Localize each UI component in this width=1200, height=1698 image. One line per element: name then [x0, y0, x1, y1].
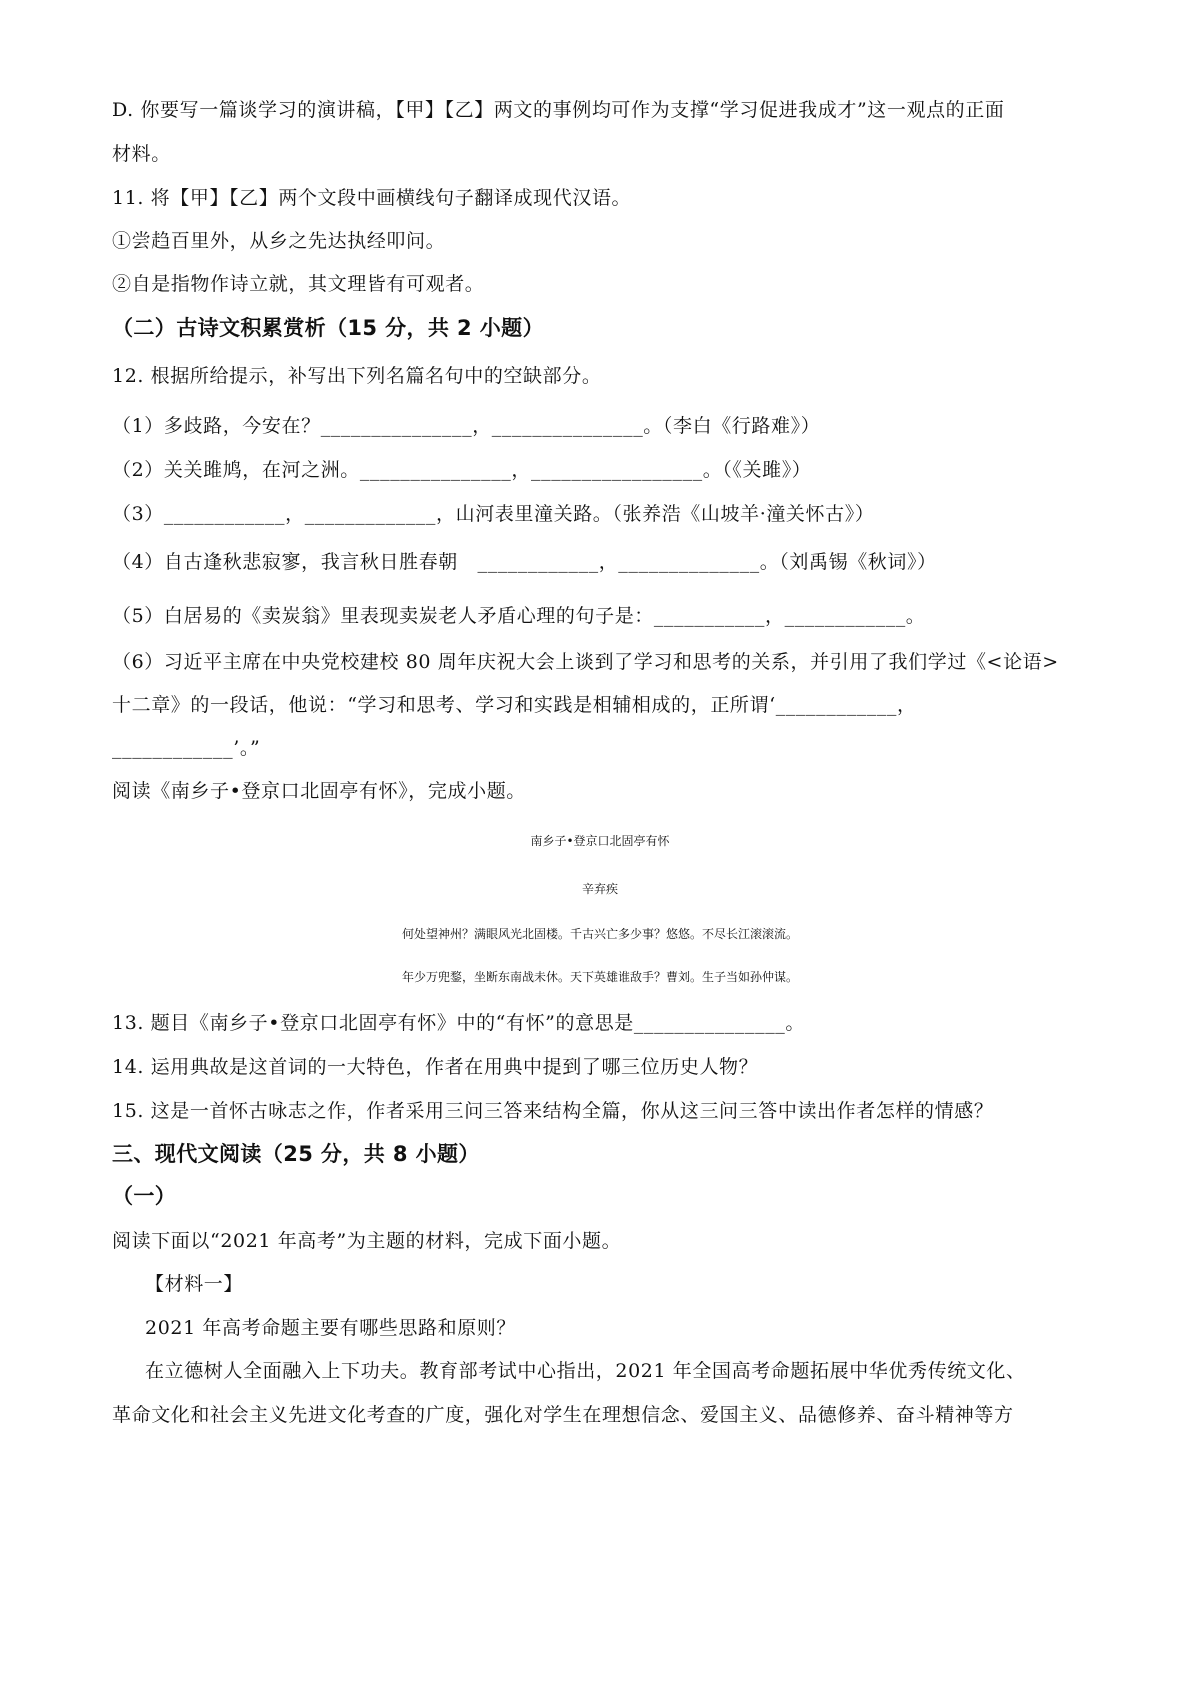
- material-1-paragraph-line-2: 革命文化和社会主义先进文化考查的广度，强化对学生在理想信念、爱国主义、品德修养、奋斗精神等方: [112, 1404, 1014, 1426]
- question-11: 11. 将【甲】【乙】两个文段中画横线句子翻译成现代汉语。: [112, 187, 632, 209]
- material-1-label: 【材料一】: [145, 1273, 244, 1295]
- question-15: 15. 这是一首怀古咏志之作，作者采用三问三答来结构全篇，你从这三问三答中读出作者怎样的情感？: [112, 1100, 994, 1122]
- question-12-item-1: （1）多歧路，今安在？_______________，_______________。（李白《行路难》）: [112, 415, 821, 437]
- question-12-item-5: （5）白居易的《卖炭翁》里表现卖炭老人矛盾心理的句子是：___________，____________。: [112, 605, 926, 627]
- question-10-option-d-line-2: 材料。: [112, 143, 171, 165]
- question-12: 12. 根据所给提示，补写出下列名篇名句中的空缺部分。: [112, 365, 602, 387]
- section-3-heading: 三、现代文阅读（25 分，共 8 小题）: [112, 1142, 480, 1166]
- section-2-heading: （二）古诗文积累赏析（15 分，共 2 小题）: [112, 316, 544, 340]
- question-11-item-2: ②自是指物作诗立就，其文理皆有可观者。: [112, 273, 485, 295]
- poem-reading-instruction: 阅读《南乡子•登京口北固亭有怀》，完成小题。: [112, 780, 526, 802]
- question-12-item-6-line-3: ____________’。”: [112, 737, 261, 759]
- question-11-item-1: ①尝趋百里外，从乡之先达执经叩问。: [112, 230, 446, 252]
- question-12-item-6-line-1: （6）习近平主席在中央党校建校 80 周年庆祝大会上谈到了学习和思考的关系，并引用了我们学过《<论语>: [112, 651, 1059, 673]
- poem-line-1: 何处望神州？满眼风光北固楼。千古兴亡多少事？悠悠。不尽长江滚滚流。: [401, 927, 798, 941]
- material-1-question: 2021 年高考命题主要有哪些思路和原则？: [145, 1317, 516, 1339]
- material-reading-instruction: 阅读下面以“2021 年高考”为主题的材料，完成下面小题。: [112, 1230, 622, 1252]
- section-3-subheading: （一）: [112, 1184, 177, 1208]
- question-14: 14. 运用典故是这首词的一大特色，作者在用典中提到了哪三位历史人物？: [112, 1056, 759, 1078]
- question-10-option-d-line-1: D. 你要写一篇谈学习的演讲稿，【甲】【乙】两文的事例均可作为支撑“学习促进我成才”这一观点的正面: [112, 99, 1005, 121]
- question-12-item-4: （4）自古逢秋悲寂寥，我言秋日胜春朝 ____________，______________。（刘禹锡《秋词》）: [112, 551, 937, 573]
- poem-title: 南乡子•登京口北固亭有怀: [530, 834, 670, 848]
- question-12-item-3: （3）____________，_____________，山河表里潼关路。（张养浩《山坡羊·潼关怀古》）: [112, 503, 875, 525]
- poem-author: 辛弃疾: [581, 882, 618, 896]
- material-1-paragraph-line-1: 在立德树人全面融入上下功夫。教育部考试中心指出，2021 年全国高考命题拓展中华优秀传统文化、: [145, 1360, 1026, 1382]
- question-13: 13. 题目《南乡子•登京口北固亭有怀》中的“有怀”的意思是_______________。: [112, 1012, 805, 1034]
- question-12-item-2: （2）关关雎鸠，在河之洲。_______________，_________________。（《关雎》）: [112, 459, 812, 481]
- question-12-item-6-line-2: 十二章》的一段话，他说：“学习和思考、学习和实践是相辅相成的，正所谓‘____________，: [112, 694, 917, 716]
- poem-line-2: 年少万兜鍪，坐断东南战未休。天下英雄谁敌手？曹刘。生子当如孙仲谋。: [401, 970, 798, 984]
